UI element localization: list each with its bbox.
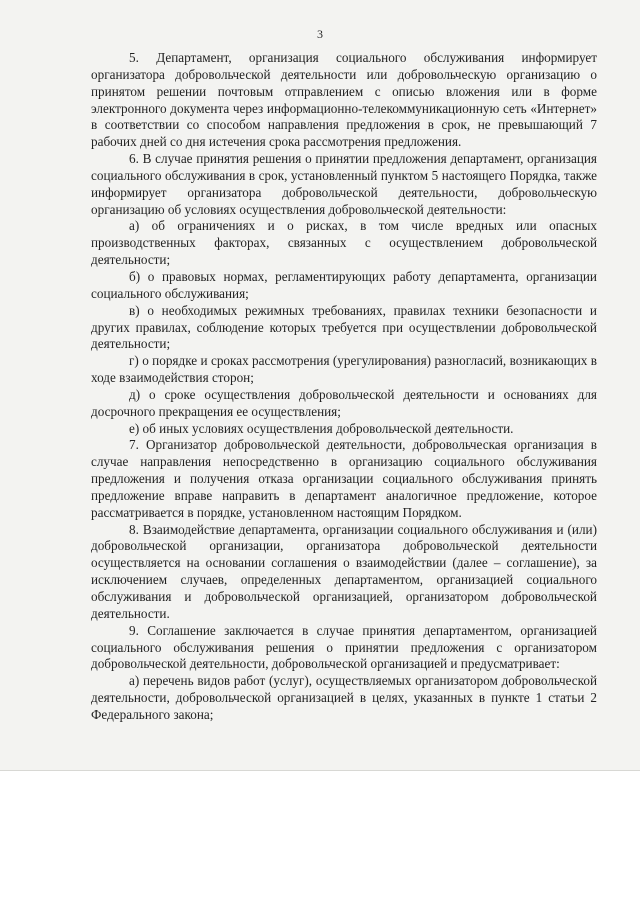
paragraph-5: 5. Департамент, организация социального обслуживания информирует организатора добровольческой деятельности или добровольческую организацию о принятом решении почтовым отправлением с описью вложения или в форме электронного документа через информационно-телекоммуникационную сеть «Интернет» в соответствии со способом направления предложения в срок, не превышающий 7 рабочих дней со дня истечения срока рассмотрения предложения. [91, 50, 597, 150]
paragraph-6g: г) о порядке и сроках рассмотрения (урегулирования) разногласий, возникающих в ходе взаимодействия сторон; [91, 353, 597, 386]
paragraph-6a: а) об ограничениях и о рисках, в том числе вредных или опасных производственных факторах, связанных с осуществлением добровольческой деятельности; [91, 218, 597, 268]
paragraph-8: 8. Взаимодействие департамента, организации социального обслуживания и (или) добровольческой организации, организатора добровольческой деятельности осуществляется на основании соглашения о взаимодействии (далее – соглашение), за исключением случаев, определенных департаментом, организацией социального обслуживания и добровольческой организацией, организатором добровольческой деятельности. [91, 521, 597, 621]
paragraph-9: 9. Соглашение заключается в случае принятия департаментом, организацией социального обслуживания решения о принятии предложения с организатором добровольческой деятельности, добровольческой организацией и предусматривает: [91, 622, 597, 672]
document-body [91, 50, 597, 724]
paragraph-9a: а) перечень видов работ (услуг), осуществляемых организатором добровольческой деятельности, добровольческой организацией в целях, указанных в пункте 1 статьи 2 Федерального закона; [91, 673, 597, 722]
paragraph-6e: е) об иных условиях осуществления добровольческой деятельности. [129, 420, 514, 436]
paragraph-7: 7. Организатор добровольческой деятельности, добровольческая организация в случае направления непосредственно в организацию социального обслуживания предложения и получения отказа организации социального обслуживания принять предложение вправе направить в департамент аналогичное предложение, которое рассматривается в порядке, установленном настоящим Порядком. [91, 437, 597, 520]
paragraph-6: 6. В случае принятия решения о принятии предложения департамент, организация социального обслуживания в срок, установленный пунктом 5 настоящего Порядка, также информирует организатора добровольческой деятельности, добровольческую организацию об условиях осуществления добровольческой деятельности: [91, 151, 597, 217]
page-number: 3 [317, 27, 323, 41]
paragraph-6b: б) о правовых нормах, регламентирующих работу департамента, организации социального обслуживания; [91, 268, 597, 301]
paragraph-6v: в) о необходимых режимных требованиях, правилах техники безопасности и других правилах, соблюдение которых требуется при осуществлении добровольческой деятельности; [91, 302, 597, 352]
blank-area [0, 771, 640, 905]
paragraph-6d: д) о сроке осуществления добровольческой деятельности и основаниях для досрочного прекращения ее осуществления; [91, 386, 597, 419]
